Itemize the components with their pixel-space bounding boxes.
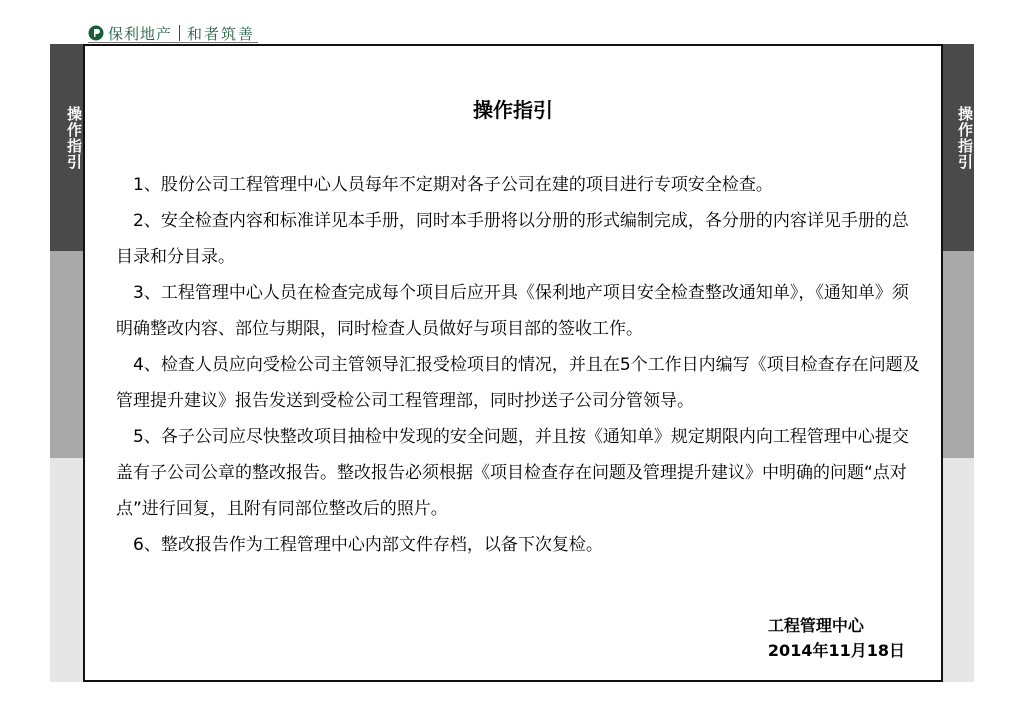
signature-org: 工程管理中心 bbox=[767, 616, 864, 635]
signature-block bbox=[768, 613, 905, 663]
paragraph-5: 5、各子公司应尽快整改项目抽检中发现的安全问题，并且按《通知单》规定期限内向工程管理中心提交盖有子公司公章的整改报告。整改报告必须根据《项目检查存在问题及管理提升建议》中明确的问题“点对点”进行回复，且附有同部位整改后的照片。 bbox=[116, 427, 909, 519]
paragraph-6: 6、整改报告作为工程管理中心内部文件存档，以备下次复检。 bbox=[133, 535, 603, 555]
right-side-bar bbox=[941, 44, 974, 682]
poly-logo-icon bbox=[88, 25, 104, 41]
brand-name: 保利地产 bbox=[108, 24, 173, 43]
left-side-bar bbox=[50, 44, 83, 682]
header-underline bbox=[88, 42, 258, 43]
paragraph-4: 4、检查人员应向受检公司主管领导汇报受检项目的情况，并且在5个工作日内编写《项目检查存在问题及管理提升建议》报告发送到受检公司工程管理部，同时抄送子公司分管领导。 bbox=[116, 355, 920, 411]
logo-divider bbox=[179, 25, 180, 41]
brand-slogan: 和者筑善 bbox=[187, 24, 256, 43]
document-frame bbox=[83, 44, 943, 682]
signature-date: 2014年11月18日 bbox=[767, 641, 905, 660]
left-side-label: 操作指引 bbox=[65, 106, 83, 170]
document-body bbox=[116, 167, 924, 563]
page-title: 操作指引 bbox=[473, 98, 553, 122]
right-side-label: 操作指引 bbox=[956, 106, 974, 170]
paragraph-1: 1、股份公司工程管理中心人员每年不定期对各子公司在建的项目进行专项安全检查。 bbox=[133, 175, 773, 195]
paragraph-3: 3、工程管理中心人员在检查完成每个项目后应开具《保利地产项目安全检查整改通知单》，《通知单》须明确整改内容、部位与期限，同时检查人员做好与项目部的签收工作。 bbox=[116, 283, 909, 339]
paragraph-2: 2、安全检查内容和标准详见本手册，同时本手册将以分册的形式编制完成，各分册的内容详见手册的总目录和分目录。 bbox=[116, 211, 909, 267]
